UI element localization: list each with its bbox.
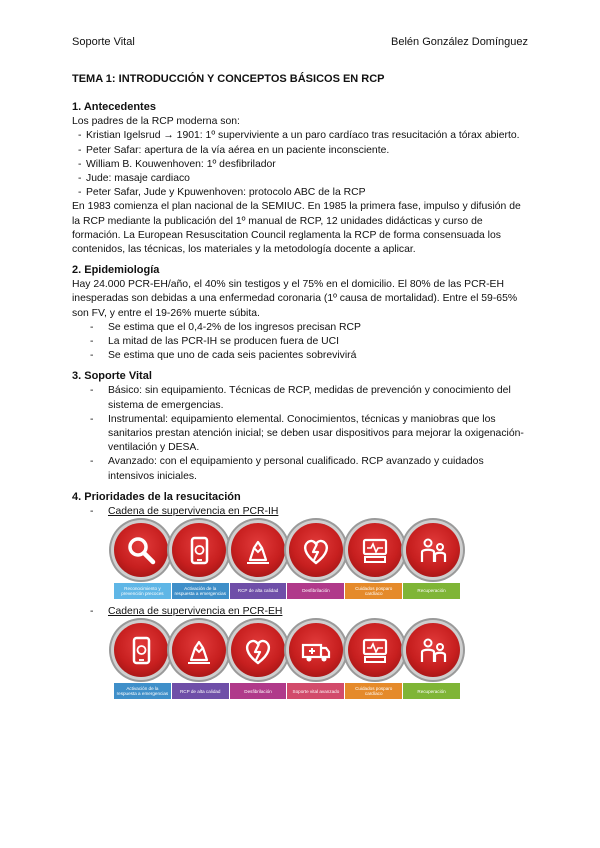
support-levels-list (72, 384, 530, 483)
section-heading-prioridades: 4. Prioridades de la resucitación (72, 490, 241, 503)
epidemiology-list (72, 321, 530, 364)
defibrillator-icon (241, 633, 275, 667)
chain-step-label: Desfibrilación (230, 683, 287, 699)
list-item: - Kristian Igelsrud → 1901: 1º superviviente a un paro cardíaco tras resucitación a tórax abierto. (72, 129, 530, 143)
chain-rings (114, 523, 460, 579)
chain-of-survival-eh (114, 623, 460, 699)
list-item: - Jude: masaje cardiaco (72, 172, 530, 186)
chain-steps (114, 683, 460, 699)
chain-step-label: Desfibrilación (287, 583, 344, 599)
section-heading-epidemiologia: 2. Epidemiología (72, 264, 160, 277)
chain-link-ring (231, 623, 285, 677)
header-course-name: Soporte Vital (72, 36, 135, 48)
cpr-hands-icon (182, 633, 216, 667)
chain-link-ring (114, 523, 168, 577)
chain-link-ring (289, 523, 343, 577)
chain-rings (114, 623, 460, 679)
chain-link-ring (172, 523, 226, 577)
document-body (72, 72, 530, 699)
section-intro: Los padres de la RCP moderna son: (72, 116, 240, 128)
chain-step-label: Activación de la respuesta a emergencias (172, 583, 229, 599)
chain-link-ring (289, 623, 343, 677)
family-icon (416, 533, 450, 567)
list-item: - Avanzado: con el equipamiento y personal cualificado. RCP avanzado y cuidados intensivos iniciales. (72, 455, 530, 483)
list-item: - Peter Safar: apertura de la vía aérea en un paciente inconsciente. (72, 144, 530, 158)
chain-eh-label: - Cadena de supervivencia en PCR-EH (72, 605, 530, 619)
paragraph: Hay 24.000 PCR-EH/año, el 40% sin testigos y el 75% en el domicilio. El 80% de las PCR-EH inesperadas son debidas a una enfermedad coronaria (1º causa de mortalidad). Entre el 59-65% son FV, y entre el 19-26% muerte súbita. (72, 279, 518, 319)
list-item: - Instrumental: equipamiento elemental. Conocimientos, técnicas y maniobras que los sanitarios prestan atención inicial; se deben usar dispositivos para mejorar la oxigenación-ventilación y DESA. (72, 413, 530, 456)
chain-step-label: Soporte vital avanzado (287, 683, 344, 699)
chain-link-ring (231, 523, 285, 577)
ambulance-icon (299, 633, 333, 667)
chain-step-label: Cuidados posparo cardíaco (345, 683, 402, 699)
list-item: - Básico: sin equipamiento. Técnicas de RCP, medidas de prevención y conocimiento del sistema de emergencias. (72, 384, 530, 412)
chain-link-ring (406, 523, 460, 577)
chain-steps (114, 583, 460, 599)
phone-icon (124, 633, 158, 667)
list-item: - La mitad de las PCR-IH se producen fuera de UCI (72, 335, 530, 349)
magnifier-icon (124, 533, 158, 567)
chain-link-ring (348, 623, 402, 677)
chain-link-ring (406, 623, 460, 677)
chain-of-survival-ih (114, 523, 460, 599)
chain-step-label: Activación de la respuesta a emergencias (114, 683, 171, 699)
chain-step-label: Recuperación (403, 683, 460, 699)
list-item: - Se estima que uno de cada seis pacientes sobrevivirá (72, 349, 530, 363)
chain-step-label: RCP de alta calidad (230, 583, 287, 599)
section-heading-soporte-vital: 3. Soporte Vital (72, 370, 152, 383)
monitor-icon (358, 533, 392, 567)
list-item: - Se estima que el 0,4-2% de los ingresos precisan RCP (72, 321, 530, 335)
list-item: - Peter Safar, Jude y Kpuwenhoven: protocolo ABC de la RCP (72, 186, 530, 200)
section-heading-antecedentes: 1. Antecedentes (72, 101, 156, 114)
list-item: - William B. Kouwenhoven: 1º desfibrilador (72, 158, 530, 172)
family-icon (416, 633, 450, 667)
defibrillator-icon (299, 533, 333, 567)
document-title: TEMA 1: INTRODUCCIÓN Y CONCEPTOS BÁSICOS EN RCP (72, 73, 385, 85)
chain-link-ring (348, 523, 402, 577)
chain-step-label: RCP de alta calidad (172, 683, 229, 699)
paragraph: En 1983 comienza el plan nacional de la SEMIUC. En 1985 la primera fase, impulso y difusión de la RCP mediante la publicación del 1º manual de RCP, 12 unidades didácticas y curso de formación. La European Resuscitation Council reglamenta la RCP de forma consensuada los contenidos, las técnicas, los materiales y la metodología docente a aplicar. (72, 201, 521, 256)
chain-link-ring (172, 623, 226, 677)
phone-icon (182, 533, 216, 567)
chain-link-ring (114, 623, 168, 677)
monitor-icon (358, 633, 392, 667)
chain-ih-label: - Cadena de supervivencia en PCR-IH (72, 505, 530, 519)
cpr-hands-icon (241, 533, 275, 567)
header-author: Belén González Domínguez (391, 36, 528, 48)
chain-step-label: Reconocimiento y prevención precoces (114, 583, 171, 599)
chain-step-label: Cuidados posparo cardíaco (345, 583, 402, 599)
chain-step-label: Recuperación (403, 583, 460, 599)
history-list (72, 129, 530, 200)
